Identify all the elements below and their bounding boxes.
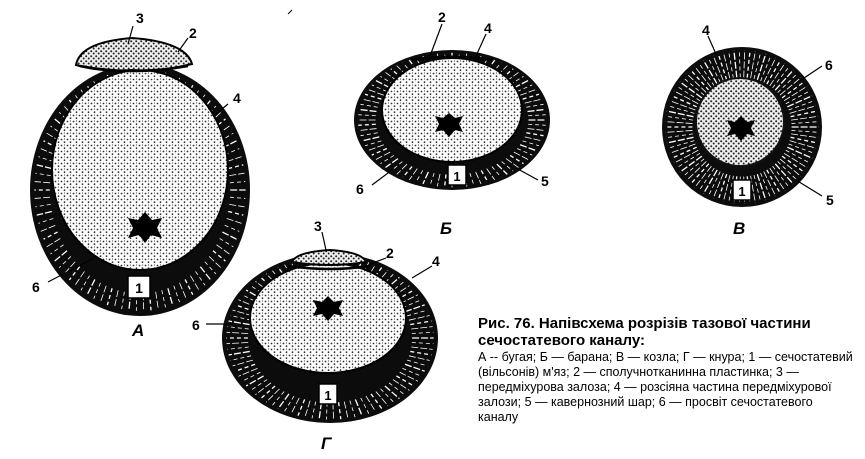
section-g-duct-label: 1 — [324, 388, 332, 403]
section-b-label-5: 5 — [541, 173, 549, 189]
section-g-leader-3 — [322, 232, 326, 250]
section-a-label-4: 4 — [233, 90, 241, 106]
section-b-leader-5 — [516, 168, 538, 180]
caption-title: Рис. 76. Напівсхема розрізів тазової частини сечостатевого каналу: — [478, 315, 811, 349]
section-g-label-3: 3 — [314, 218, 322, 234]
section-b-label-2: 2 — [438, 9, 446, 25]
figure-caption — [478, 315, 853, 425]
section-a-letter: А — [132, 321, 145, 340]
section-a-label-2: 2 — [189, 25, 197, 41]
section-a-duct-label: 1 — [135, 280, 143, 296]
section-b-label-4: 4 — [484, 20, 492, 36]
section-b-duct-label: 1 — [453, 169, 461, 184]
section-v-label-6: 6 — [825, 57, 833, 73]
section-g-label-2: 2 — [386, 245, 394, 261]
section-a-label-3: 3 — [136, 10, 144, 26]
section-b-letter: Б — [440, 219, 453, 238]
section-g-leader-4 — [412, 266, 432, 278]
section-b-leader-4 — [476, 34, 486, 56]
caption-body: А -- бугая; Б — барана; В — козла; Г — кнура; 1 — сечостатевий (вільсонів) м'яз; 2 — сполучнотканинна пластинка; 3 — передміхурова залоза; 4 — розсіяна частина передміхурової залози; 5 — кавернозний шар; 6 — просвіт сечостатевого каналу — [478, 350, 853, 424]
section-v — [662, 22, 834, 238]
section-g-label-6: 6 — [192, 317, 200, 333]
section-g-letter: Г — [321, 434, 332, 453]
section-a-prostate-gland — [76, 38, 192, 70]
section-g-prostate-gland — [292, 250, 366, 265]
section-v-duct-label: 1 — [738, 184, 746, 199]
section-b — [354, 9, 550, 238]
section-b-label-6: 6 — [356, 181, 364, 197]
section-v-letter: В — [733, 219, 746, 238]
section-a-inner-body — [52, 70, 228, 270]
section-v-label-5: 5 — [826, 192, 834, 208]
section-a — [30, 10, 250, 340]
section-b-leader-6 — [372, 170, 392, 185]
section-g-label-4: 4 — [432, 253, 440, 269]
section-v-label-4: 4 — [702, 22, 710, 38]
section-a-leader-2 — [178, 38, 188, 52]
section-v-leader-5 — [796, 180, 822, 196]
section-b-inner-body — [382, 58, 522, 162]
stray-mark — [288, 10, 292, 14]
section-a-label-6: 6 — [32, 279, 40, 295]
section-v-leader-4 — [708, 36, 716, 54]
